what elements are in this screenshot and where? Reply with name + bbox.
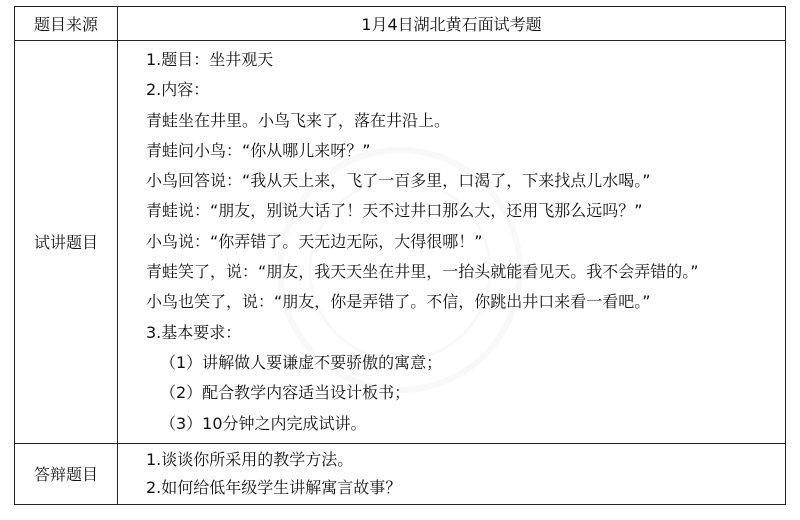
lecture-line: 青蛙说：“朋友，别说大话了！天不过井口那么大，还用飞那么远吗？”	[146, 201, 643, 221]
defense-question: 2.如何给低年级学生讲解寓言故事？	[146, 477, 402, 497]
lecture-line: 3.基本要求：	[146, 322, 242, 342]
defense-question: 1.谈谈你所采用的教学方法。	[146, 449, 354, 469]
requirement-item: （1）讲解做人要谦虚不要骄傲的寓意；	[160, 352, 443, 372]
requirement-item: （2）配合教学内容适当设计板书；	[160, 383, 411, 403]
lecture-row	[15, 41, 786, 444]
defense-row	[15, 443, 786, 504]
lecture-line: 小鸟也笑了，说：“朋友，你是弄错了。不信，你跳出井口来看一看吧。”	[146, 292, 651, 312]
header-row	[15, 7, 786, 41]
lecture-line: 1.题目：坐井观天	[146, 50, 274, 69]
source-label: 题目来源	[15, 7, 118, 41]
lecture-content	[118, 41, 786, 444]
lecture-line: 小鸟回答说：“我从天上来，飞了一百多里，口渴了，下来找点儿水喝。”	[146, 171, 651, 191]
defense-content	[118, 443, 786, 504]
lecture-line: 2.内容：	[146, 80, 210, 100]
lecture-line: 青蛙坐在井里。小鸟飞来了，落在井沿上。	[146, 110, 451, 130]
source-value: 1月4日湖北黄石面试考题	[118, 7, 786, 41]
requirement-item: （3）10分钟之内完成试讲。	[160, 413, 367, 433]
lecture-line: 青蛙问小鸟：“你从哪儿来呀？”	[146, 140, 371, 160]
lecture-label: 试讲题目	[15, 41, 118, 444]
lecture-line: 小鸟说：“你弄错了。天无边无际，大得很哪！”	[146, 231, 483, 251]
defense-label: 答辩题目	[15, 443, 118, 504]
exam-table	[14, 6, 786, 505]
lecture-line: 青蛙笑了，说：“朋友，我天天坐在井里，一抬头就能看见天。我不会弄错的。”	[146, 262, 699, 282]
